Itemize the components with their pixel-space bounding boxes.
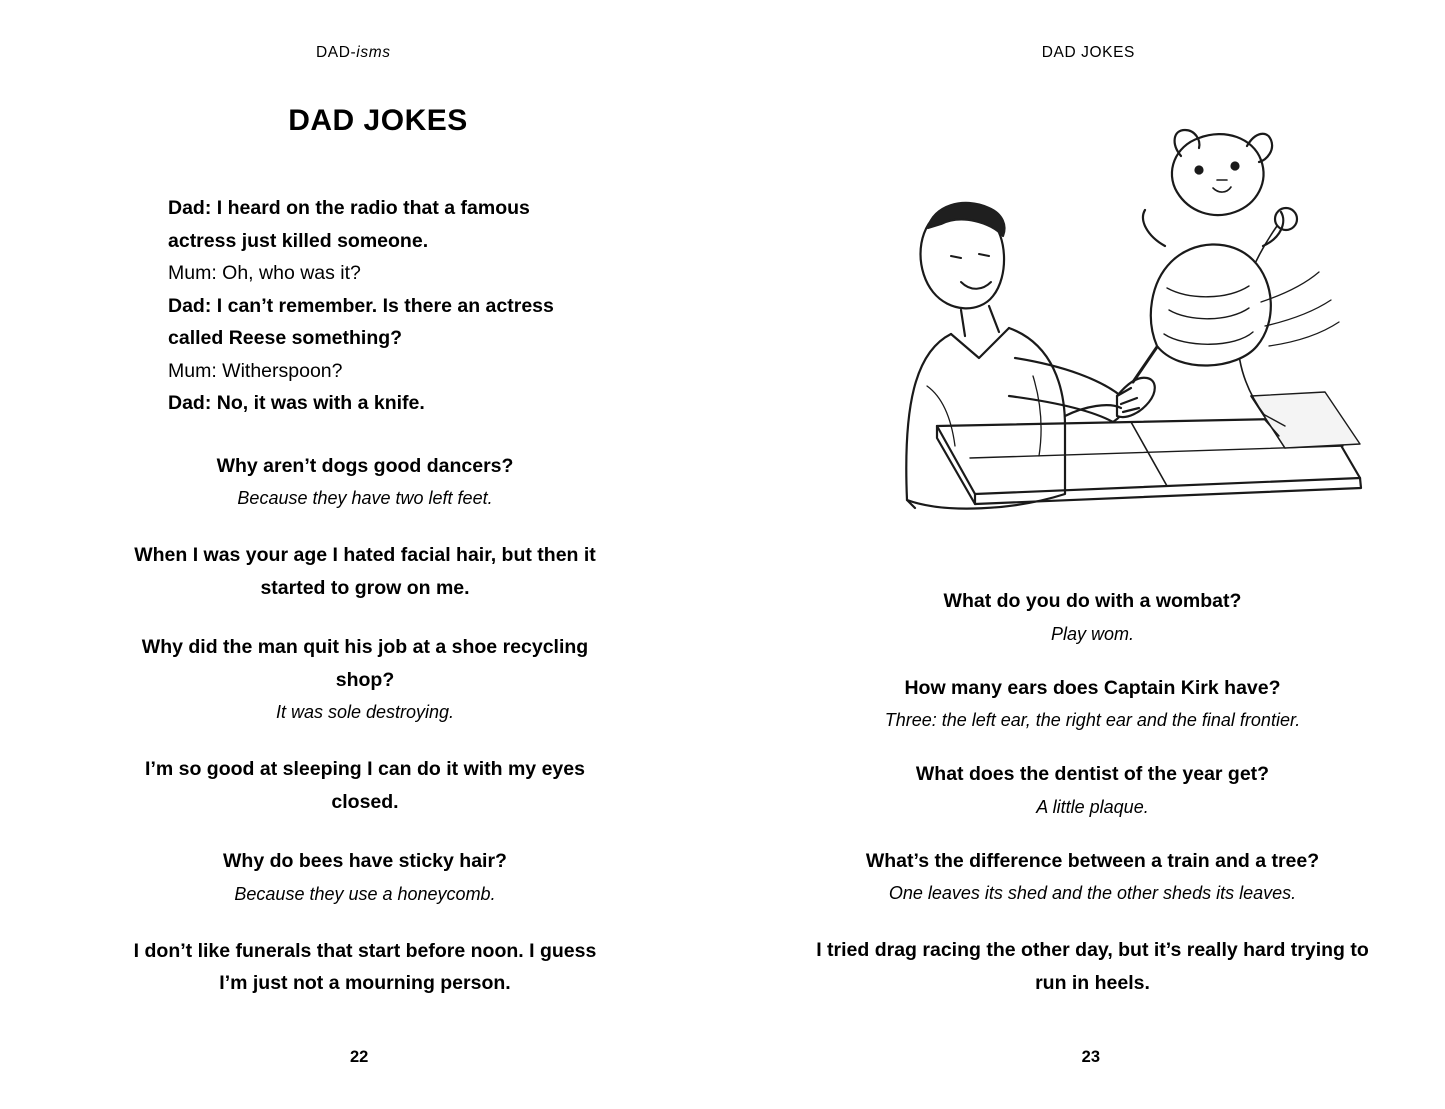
- dialogue-speaker: Mum:: [168, 262, 217, 284]
- joke-setup: I tried drag racing the other day, but it’s really hard trying to run in heels.: [816, 939, 1369, 994]
- dialogue-block: [168, 192, 590, 420]
- joke-punchline: One leaves its shed and the other sheds its leaves.: [888, 883, 1297, 903]
- joke-item: [130, 845, 600, 909]
- joke-item: [130, 539, 600, 604]
- joke-punchline: It was sole destroying.: [275, 702, 455, 722]
- joke-item: [130, 753, 600, 818]
- running-head-left-main: DAD-: [316, 44, 357, 61]
- joke-item: [813, 585, 1373, 649]
- joke-punchline: A little plaque.: [1036, 796, 1149, 817]
- table-tennis-wombat-illustration: [765, 96, 1365, 556]
- joke-punchline: Three: the left ear, the right ear and the final frontier.: [884, 710, 1301, 730]
- page-title: DAD JOKES: [288, 104, 468, 137]
- dialogue-speaker: Mum:: [168, 359, 217, 382]
- running-head-right: DAD JOKES: [1041, 44, 1135, 61]
- joke-setup: What do you do with a wombat?: [943, 590, 1242, 612]
- joke-item: [813, 845, 1373, 909]
- dialogue-line: [168, 290, 590, 355]
- dialogue-text: Oh, who was it?: [222, 262, 361, 284]
- dialogue-text: No, it was with a knife.: [216, 392, 425, 414]
- joke-punchline: Play wom.: [1050, 623, 1135, 644]
- running-head-left: [316, 44, 391, 62]
- dialogue-line: [168, 257, 590, 290]
- dialogue-text: I heard on the radio that a famous actress just killed someone.: [168, 197, 530, 252]
- page-number-right: 23: [1081, 1048, 1100, 1066]
- joke-item: [130, 631, 600, 727]
- joke-item: [813, 934, 1373, 999]
- dialogue-text: Witherspoon?: [222, 359, 343, 382]
- dialogue-speaker: Dad:: [168, 197, 212, 219]
- joke-setup: What does the dentist of the year get?: [915, 763, 1270, 785]
- joke-setup: When I was your age I hated facial hair, but then it started to grow on me.: [134, 544, 596, 599]
- joke-setup: Why do bees have sticky hair?: [223, 850, 507, 872]
- left-page-body: [130, 192, 600, 1000]
- joke-punchline: Because they use a honeycomb.: [234, 883, 496, 904]
- dialogue-text: I can’t remember. Is there an actress called Reese something?: [168, 294, 554, 349]
- joke-punchline: Because they have two left feet.: [237, 488, 493, 508]
- dialogue-line: [168, 387, 590, 420]
- joke-setup: How many ears does Captain Kirk have?: [904, 676, 1281, 699]
- dialogue-line: [168, 192, 590, 257]
- joke-item: [813, 672, 1373, 736]
- right-page-body: [813, 585, 1373, 999]
- joke-item: [130, 450, 600, 514]
- joke-setup: I don’t like funerals that start before noon. I guess I’m just not a mourning person.: [133, 939, 597, 994]
- running-head-left-italic: isms: [356, 44, 391, 61]
- page-number-left: 22: [350, 1048, 369, 1066]
- joke-setup: Why aren’t dogs good dancers?: [216, 454, 514, 477]
- dialogue-line: [168, 355, 590, 388]
- joke-setup: Why did the man quit his job at a shoe recycling shop?: [141, 636, 589, 691]
- joke-item: [130, 935, 600, 1000]
- joke-setup: What’s the difference between a train and a tree?: [865, 849, 1320, 872]
- dialogue-speaker: Dad:: [168, 392, 212, 414]
- right-page: [723, 0, 1445, 1109]
- joke-item: [813, 758, 1373, 822]
- dialogue-speaker: Dad:: [168, 294, 212, 317]
- joke-setup: I’m so good at sleeping I can do it with my eyes closed.: [145, 758, 585, 813]
